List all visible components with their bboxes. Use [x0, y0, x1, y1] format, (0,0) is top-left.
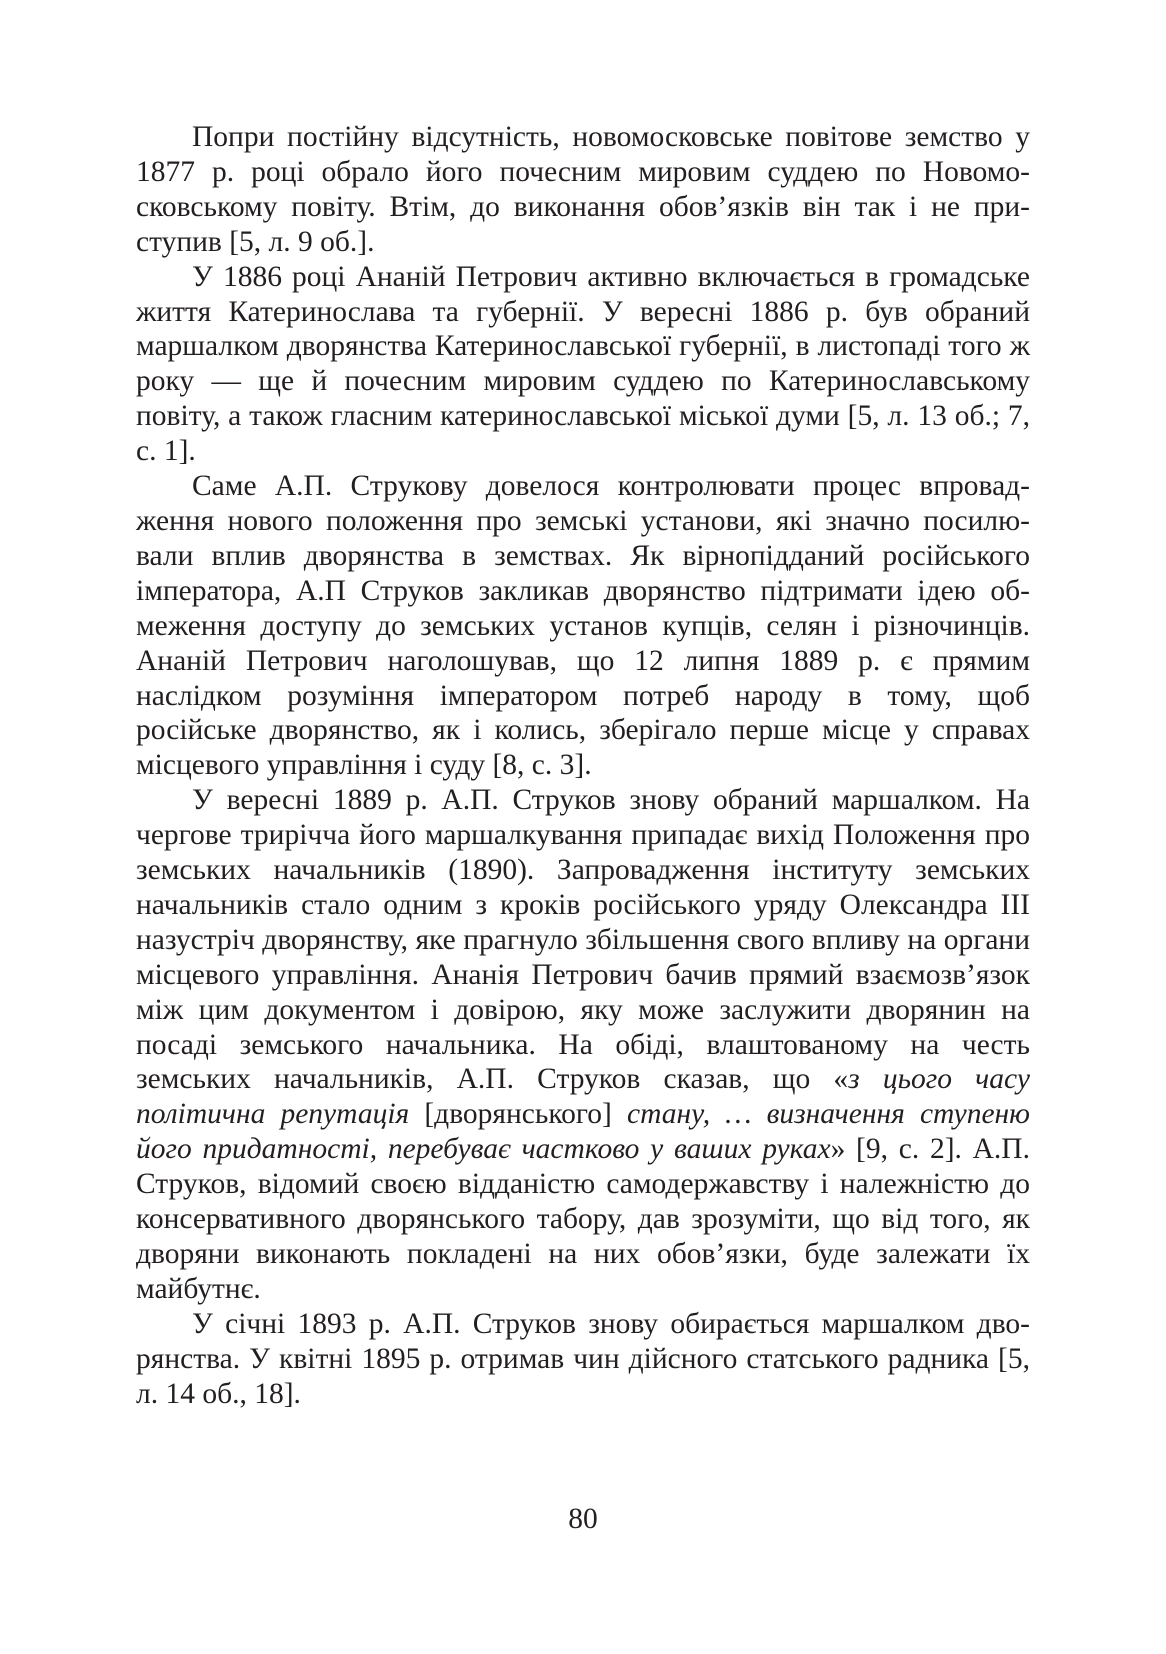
text-run: Саме А.П. Струкову довелося контролювати процес впровадження нового положення про земські установи, які значно посилювали вплив дворянства в земствах. Як вірнопідданий російського імператора, А.П Струков закликав дворянство підтримати ідею обмеження доступу до земських установ купців, селян і різночинців. Ананій Петрович наголошував, що 12 липня 1889 р. є прямим наслідком розуміння імператором потреб народу в тому, щоб російське дворянство, як і колись, зберігало перше місце у справах місцевого управління і суду [8, с. 3].: [136, 470, 1030, 782]
paragraph-4: [136, 783, 1030, 1307]
text-run: У січні 1893 р. А.П. Струков знову обирається маршалком дворянства. У квітні 1895 р. отримав чин дійсного статського радника [5, л. 14 об., 18].: [136, 1307, 1030, 1410]
text-run: У 1886 році Ананій Петрович активно включається в громадське життя Катеринослава та губернії. У вересні 1886 р. був обраний маршалком дворянства Катеринославської губернії, в листопаді того ж року — ще й почесним мировим суддею по Катеринославському повіту, а також гласним катеринославської міської думи [5, л. 13 об.; 7, с. 1].: [136, 260, 1030, 468]
page-body: [136, 120, 1030, 1412]
paragraph-2: [136, 260, 1030, 469]
text-run: У вересні 1889 р. А.П. Струков знову обраний маршалком. На чергове трирічча його маршалкування припадає вихід Положення про земських начальників (1890). Запровадження інституту земських начальників стало одним з кроків російського уряду Олександра III назустріч дворянству, яке прагнуло збільшення свого впливу на органи місцевого управління. Ананія Петрович бачив прямий взаємозв’язок між цим документом і довірою, яку може заслужити дворянин на посаді земського начальника. На обіді, влаштованому на честь земських начальників, А.П. Струков сказав, що «: [136, 784, 1030, 1096]
page-number: 80: [568, 1503, 598, 1535]
italic-quote: з цього часу політична репутація: [136, 1063, 1030, 1131]
text-run: Попри постійну відсутність, новомосковське повітове земство у 1877 р. році обрало його почесним мировим суддею по Новомосковському повіту. Втім, до виконання обов’язків він так і не приступив [5, л. 9 об.].: [136, 121, 1030, 258]
paragraph-3: [136, 469, 1030, 783]
text-run: [дворянського]: [409, 1098, 627, 1131]
text-run: » [9, с. 2]. А.П. Струков, відомий своєю відданістю самодержавству і належністю до консервативного дворянського табору, дав зрозуміти, що від того, як дворяни виконають покладені на них обов’язки, буде залежати їх майбутнє.: [136, 1133, 1030, 1305]
paragraph-1: [136, 120, 1030, 260]
italic-quote: стану, … визначення ступеню його придатності, перебуває частково у ваших руках: [136, 1098, 1030, 1166]
paragraph-5: [136, 1307, 1030, 1412]
